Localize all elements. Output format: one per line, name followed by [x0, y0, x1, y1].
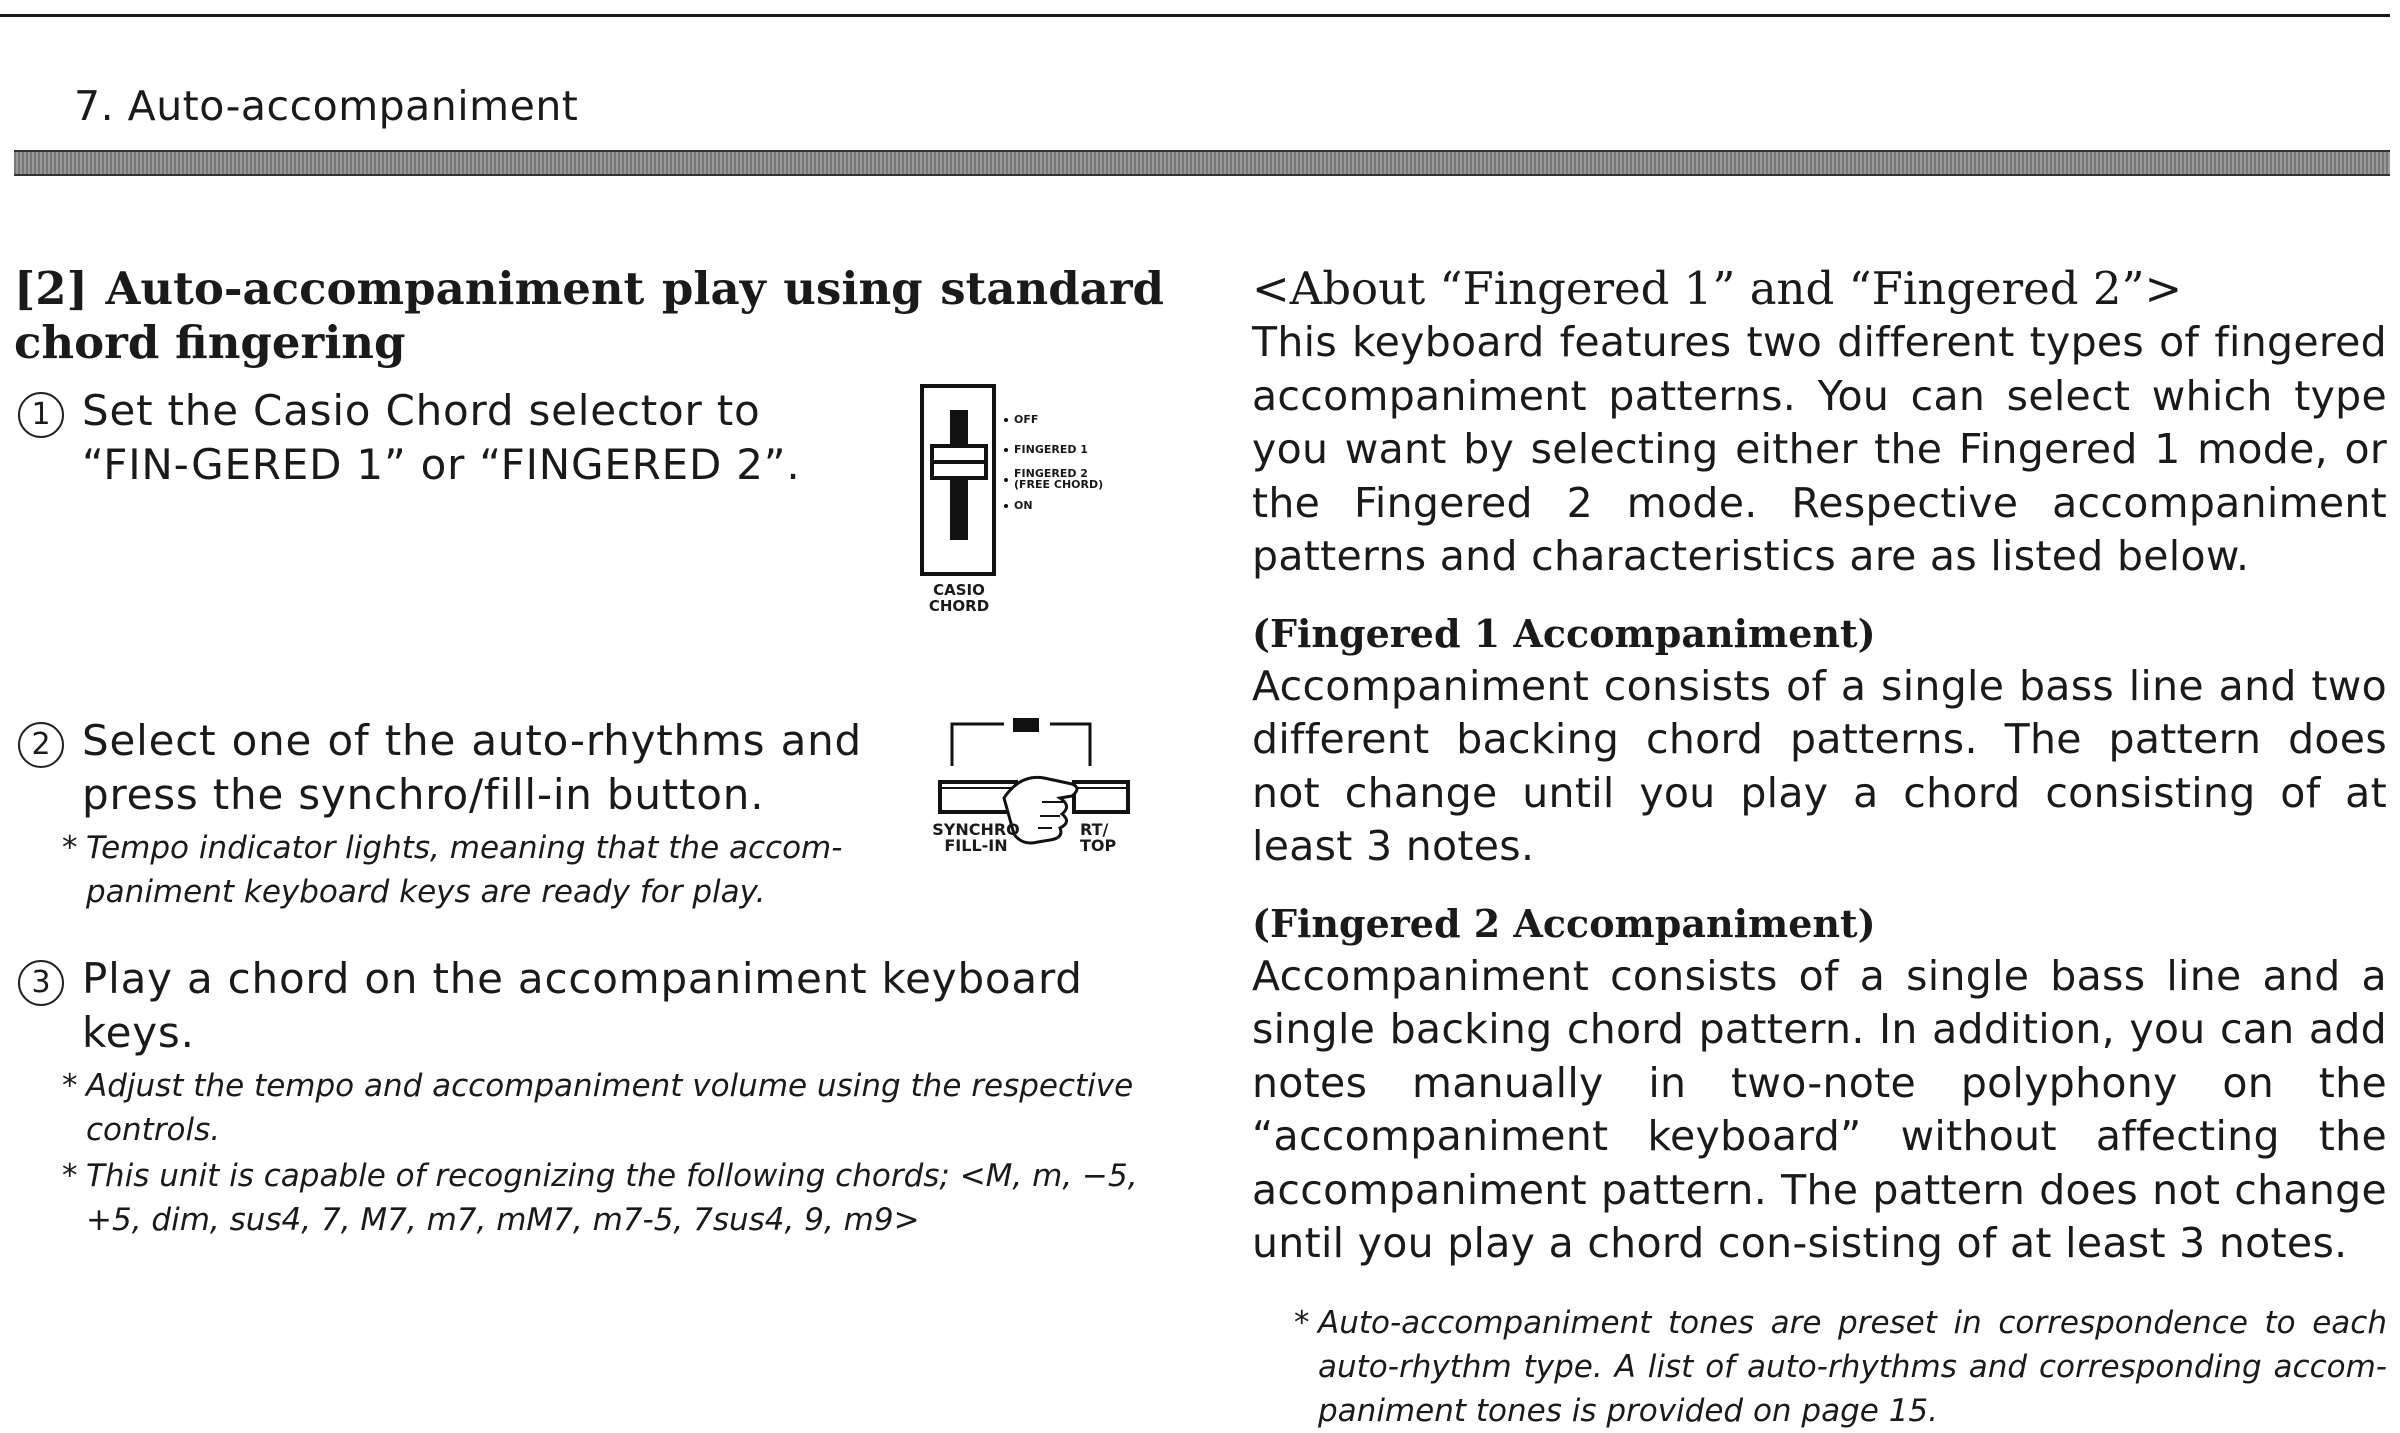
position-label-fingered-2-line: FINGERED 2 [1014, 467, 1088, 480]
label-line: SYNCHRO [932, 820, 1020, 839]
synchro-fill-in-diagram [922, 716, 1132, 866]
note-asterisk: * [62, 830, 78, 866]
position-label-fingered-1: FINGERED 1 [1014, 443, 1088, 456]
fingered-1-heading: (Fingered 1 Accompaniment) [1252, 610, 1876, 656]
note-text: This unit is capable of recognizing the following chords; <M, m, −5, +5, dim, sus4, 7, M7, m7, mM7, m7-5, 7sus4, 9, m9> [86, 1158, 1138, 1238]
synchro-fill-in-label [926, 822, 1026, 854]
label-line: CHORD [928, 597, 990, 615]
step-number: 2 [18, 722, 64, 768]
step-note [62, 1064, 1166, 1152]
fingered-2-text: Accompaniment consists of a single bass line and a single backing chord pattern. In addition, you can add notes manually in two-note polyphony on the “accompaniment keyboard” without affecting the accompaniment pattern. The pattern does not change until you play a chord con-sisting of at least 3 notes. [1252, 951, 2387, 1267]
step-text: Select one of the auto-rhythms and press the synchro/fill-in button. [82, 716, 862, 819]
position-label-free-chord: (FREE CHORD) [1014, 478, 1104, 491]
tones-note [1294, 1301, 2387, 1433]
note-asterisk: * [62, 1068, 78, 1104]
header-band [14, 150, 2390, 176]
step-text: Set the Casio Chord selector to “FIN-GERED 1” or “FINGERED 2”. [82, 386, 801, 489]
note-text: Auto-accompaniment tones are preset in correspondence to each auto-rhythm type. A list of auto-rhythms and corresponding accom-paniment tones is provided on page 15. [1318, 1304, 2387, 1429]
position-label-off: OFF [1014, 413, 1039, 426]
note-asterisk: * [1294, 1304, 1310, 1341]
step-note [62, 826, 856, 914]
label-line: CASIO [933, 581, 985, 599]
step-number: 1 [18, 392, 64, 438]
label-line: FILL-IN [944, 836, 1008, 855]
right-column [1252, 262, 2387, 1433]
casio-chord-selector-diagram [918, 384, 1138, 624]
step-number: 3 [18, 960, 64, 1006]
position-label-fingered-2 [1014, 468, 1103, 490]
intro-paragraph: This keyboard features two different types of fingered accompaniment patterns. You can select which type you want by selecting either the Fingered 1 mode, or the Fingered 2 mode. Respective accompaniment patterns and characteristics are as listed below. [1252, 318, 2387, 580]
step-3 [14, 952, 1164, 1242]
section-heading: [2] Auto-accompaniment play using standard chord fingering [14, 262, 1164, 369]
fingered-1-text: Accompaniment consists of a single bass line and two different backing chord patterns. The pattern does not change until you play a chord consisting of at least 3 notes. [1252, 661, 2387, 870]
note-text: Adjust the tempo and accompaniment volume using the respective controls. [86, 1068, 1134, 1148]
note-asterisk: * [62, 1158, 78, 1194]
section-header: 7. Auto-accompaniment [74, 82, 579, 130]
step-note [62, 1154, 1166, 1242]
position-label-on: ON [1014, 499, 1033, 512]
top-rule [0, 14, 2390, 17]
step-text: Play a chord on the accompaniment keyboard keys. [82, 954, 1083, 1057]
fingered-2-heading: (Fingered 2 Accompaniment) [1252, 900, 1876, 946]
start-stop-label [1080, 822, 1116, 854]
note-text: Tempo indicator lights, meaning that the accom-paniment keyboard keys are ready for play. [86, 830, 843, 910]
casio-chord-label [926, 582, 992, 614]
label-line: RT/ [1080, 820, 1109, 839]
label-line: TOP [1080, 836, 1117, 855]
about-title: <About “Fingered 1” and “Fingered 2”> [1252, 262, 2183, 315]
